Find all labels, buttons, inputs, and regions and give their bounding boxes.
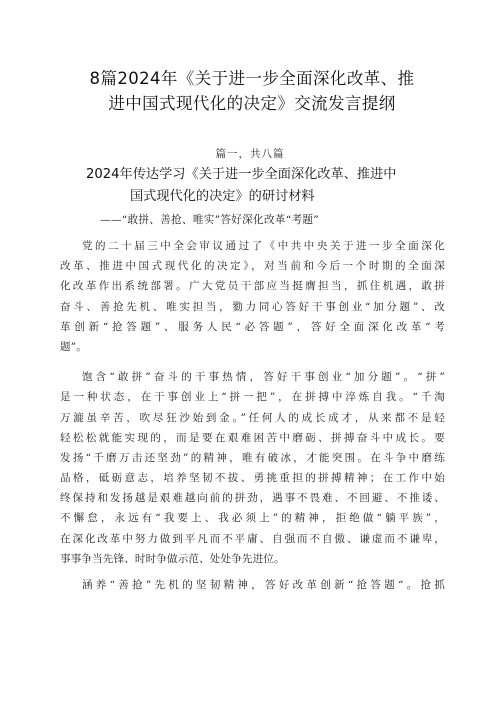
paragraph-1 [60,236,445,357]
text-line: 万漉虽辛苦，吹尽狂沙始到金。”任何人的成长成才，从来都不是轻 [60,411,445,424]
subtitle-line: 2024年传达学习《关于进一步全面深化改革、推进中 [86,167,397,182]
text-line: 党的二十届三中全会审议通过了《中共中央关于进一步全面深化 [82,240,445,252]
text-line: 在深化改革中努力做到平凡而不平庸、自强而不自傲、谦虚而不谦卑， [60,532,445,545]
paragraph-2 [60,367,445,569]
text-line: 终保持和发扬越是艰难越向前的拼劲，遇事不畏难、不回避、不推诿、 [60,492,445,505]
title-line: 8篇2024年《关于进一步全面深化改革、推 [89,69,415,88]
text-line: 奋斗、善抢先机、唯实担当，勠力同心答好干事创业“加分题”、改 [60,300,445,313]
text-line: 改革、推进中国式现代化的决定》，对当前和今后一个时期的全面深 [60,260,445,273]
article-body [60,236,445,595]
text-line: 涵养“善抢”先机的坚韧精神，答好改革创新“抢答题“。抢抓 [82,579,445,591]
title-line: 进中国式现代化的决定》交流发言提纲 [108,94,396,113]
text-line: 事事争当先锋、时时争做示范、处处争先进位。 [60,552,285,565]
document-title [62,66,442,116]
subtitle-line: 国式现代化的决定》的研讨材料 [130,189,315,204]
text-line: 不懈怠，永远有“我要上、我必须上”的精神，拒绝做“躺平族”， [60,512,445,525]
text-line: 饱含“敢拼”奋斗的干事热情，答好干事创业“加分题”。“拼” [82,371,445,384]
text-line: 题”。 [60,340,87,353]
text-line: 品格，砥砺意志，培养坚韧不拔、勇挑重担的拼搏精神；在工作中始 [60,472,445,485]
text-line: 革创新“抢答题”、服务人民“必答题”，答好全面深化改革“考 [60,320,445,333]
text-line: 是一种状态，在干事创业上“拼一把”，在拼搏中淬炼自我。“千淘 [60,391,445,404]
section-label: 篇一，共八篇 [215,148,285,160]
dash-subtitle: ——“敢拼、善抢、唯实”答好深化改革“考题” [100,214,319,226]
text-line: 化改革作出系统部署。广大党员干部应当挺膺担当，抓住机遇，敢拼 [60,280,445,293]
article-subtitle [86,164,446,208]
text-line: 发扬“千磨万击还坚劲”的精神，唯有破冰，才能突围。在斗争中磨练 [60,451,445,464]
text-line: 轻松松就能实现的，而是要在艰难困苦中磨砺、拼搏奋斗中成长。要 [60,431,445,444]
paragraph-3 [60,575,445,595]
